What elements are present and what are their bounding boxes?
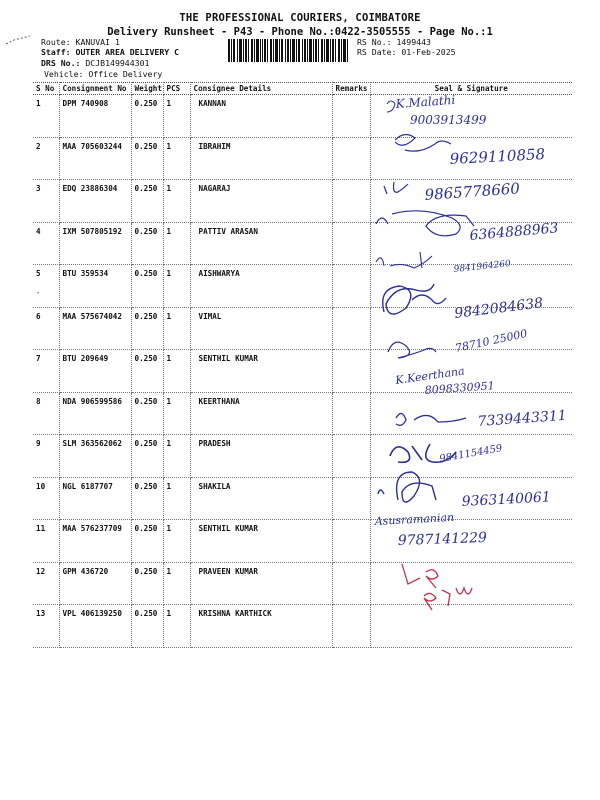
margin-dash: - — [36, 289, 41, 297]
cell-consignment: VPL 406139250 — [59, 605, 131, 648]
col-header-consignment: Consignment No — [59, 83, 131, 95]
cell-consignee: PRAVEEN KUMAR — [190, 562, 332, 605]
route-label: Route: — [41, 37, 71, 47]
table-row — [33, 95, 572, 138]
staff-value: OUTER AREA DELIVERY C — [75, 47, 180, 57]
cell-signature — [370, 222, 572, 265]
cell-consignee: NAGARAJ — [190, 180, 332, 223]
table-row — [33, 435, 572, 478]
cell-weight: 0.250 — [131, 265, 163, 308]
cell-pcs: 1 — [163, 562, 190, 605]
cell-remarks — [332, 265, 370, 308]
cell-weight: 0.250 — [131, 222, 163, 265]
cell-consignment: BTU 359534 — [59, 265, 131, 308]
table-row — [33, 392, 572, 435]
cell-signature — [370, 350, 572, 393]
cell-weight: 0.250 — [131, 520, 163, 563]
cell-remarks — [332, 392, 370, 435]
cell-sno: 10 — [33, 477, 59, 520]
cell-signature — [370, 92, 572, 138]
table-row — [33, 562, 572, 605]
rs-no-line — [357, 37, 431, 47]
cell-weight: 0.250 — [131, 180, 163, 223]
handwriting-r1-phone: 9003913499 — [410, 113, 487, 127]
barcode-image — [228, 39, 348, 62]
handwriting-r12-name: Asusramanian — [374, 510, 455, 528]
cell-sno: 3 — [33, 180, 59, 223]
vehicle-value: Office Delivery — [88, 69, 163, 79]
cell-sno: 7 — [33, 350, 59, 393]
cell-sno: 6 — [33, 307, 59, 350]
cell-remarks — [332, 605, 370, 648]
cell-consignee: IBRAHIM — [190, 137, 332, 180]
cell-pcs: 1 — [163, 435, 190, 478]
cell-signature — [370, 180, 572, 223]
table-row — [33, 137, 572, 180]
cell-weight: 0.250 — [131, 477, 163, 520]
runsheet-subtitle: Delivery Runsheet - P43 - Phone No.:0422-3505555 - Page No.:1 — [107, 26, 493, 38]
cell-pcs: 1 — [163, 392, 190, 435]
cell-sno: 9 — [33, 435, 59, 478]
cell-consignee: SHAKILA — [190, 477, 332, 520]
handwriting-r6-phone: 9842084638 — [453, 295, 544, 322]
col-header-remarks: Remarks — [332, 83, 370, 95]
cell-sno: 12 — [33, 562, 59, 605]
cell-pcs: 1 — [163, 265, 190, 308]
company-title: THE PROFESSIONAL COURIERS, COIMBATORE — [179, 12, 421, 24]
cell-consignee: VIMAL — [190, 307, 332, 350]
handwriting-r7-phone: 78710 25000 — [453, 326, 529, 355]
cell-remarks — [332, 520, 370, 563]
cell-remarks — [332, 477, 370, 520]
rs-no-value: 1499443 — [396, 37, 431, 47]
cell-weight: 0.250 — [131, 137, 163, 180]
route-line — [41, 37, 120, 47]
cell-consignee: PRADESH — [190, 435, 332, 478]
cell-sno: 4 — [33, 222, 59, 265]
handwriting-r4-phone: 6364888963 — [468, 220, 560, 244]
rs-no-label: RS No.: — [357, 37, 392, 47]
cell-pcs: 1 — [163, 222, 190, 265]
cell-consignment: NDA 906599586 — [59, 392, 131, 435]
cell-consignee: AISHWARYA — [190, 265, 332, 308]
cell-sno: 13 — [33, 605, 59, 648]
cell-signature — [370, 307, 572, 350]
drs-line — [41, 58, 149, 68]
cell-remarks — [332, 137, 370, 180]
handwriting-r10-phone: 9841154459 — [438, 443, 504, 465]
cell-sno: 8 — [33, 392, 59, 435]
cell-consignment: MAA 576237709 — [59, 520, 131, 563]
staff-label: Staff: — [41, 47, 71, 57]
cell-consignment: NGL 6187707 — [59, 477, 131, 520]
cell-signature — [370, 605, 572, 648]
table-header-row — [33, 83, 572, 95]
cell-remarks — [332, 95, 370, 138]
handwriting-r8-name: K.Keerthana — [394, 364, 466, 387]
cell-weight: 0.250 — [131, 307, 163, 350]
cell-weight: 0.250 — [131, 562, 163, 605]
route-value: KANUVAI 1 — [75, 37, 120, 47]
col-header-sno: S No — [33, 83, 59, 95]
cell-consignee: KANNAN — [190, 95, 332, 138]
table-row — [33, 180, 572, 223]
cell-remarks — [332, 307, 370, 350]
handwriting-r3-phone: 9865778660 — [424, 179, 521, 204]
scan-mark-icon — [4, 30, 38, 50]
cell-weight: 0.250 — [131, 350, 163, 393]
cell-pcs: 1 — [163, 95, 190, 138]
handwriting-r9-phone: 7339443311 — [477, 407, 568, 430]
cell-consignee: KEERTHANA — [190, 392, 332, 435]
cell-weight: 0.250 — [131, 95, 163, 138]
cell-pcs: 1 — [163, 180, 190, 223]
cell-remarks — [332, 562, 370, 605]
cell-consignment: BTU 209649 — [59, 350, 131, 393]
handwriting-r5-phone: 9841964260 — [453, 259, 512, 275]
staff-line — [41, 47, 179, 57]
cell-remarks — [332, 222, 370, 265]
rs-date-label: RS Date: — [357, 47, 397, 57]
table-row — [33, 222, 572, 265]
cell-signature — [370, 137, 572, 180]
cell-consignment: MAA 575674042 — [59, 307, 131, 350]
rs-date-line — [357, 47, 456, 57]
cell-remarks — [332, 350, 370, 393]
cell-consignee: SENTHIL KUMAR — [190, 350, 332, 393]
drs-value: DCJB149944301 — [85, 58, 150, 68]
cell-pcs: 1 — [163, 520, 190, 563]
cell-consignee: SENTHIL KUMAR — [190, 520, 332, 563]
cell-sno: 5 — [33, 265, 59, 308]
cell-remarks — [332, 435, 370, 478]
cell-remarks — [332, 180, 370, 223]
cell-signature — [370, 392, 572, 435]
cell-signature — [370, 435, 572, 478]
cell-consignment: DPM 740908 — [59, 95, 131, 138]
cell-weight: 0.250 — [131, 392, 163, 435]
cell-consignment: MAA 705603244 — [59, 137, 131, 180]
table-row — [33, 265, 572, 308]
cell-consignment: EDQ 23886304 — [59, 180, 131, 223]
col-header-weight: Weight — [131, 83, 163, 95]
col-header-pcs: PCS — [163, 83, 190, 95]
handwriting-r8-phone: 8098330951 — [424, 379, 496, 397]
cell-sno: 1 — [33, 95, 59, 138]
cell-consignment: IXM 507805192 — [59, 222, 131, 265]
vehicle-line — [44, 69, 162, 79]
vehicle-label: Vehicle: — [44, 69, 84, 79]
cell-signature — [370, 520, 572, 563]
drs-label: DRS No.: — [41, 58, 81, 68]
table-row — [33, 605, 572, 648]
col-header-consignee: Consignee Details — [190, 83, 332, 95]
cell-pcs: 1 — [163, 350, 190, 393]
rs-date-value: 01-Feb-2025 — [401, 47, 456, 57]
cell-weight: 0.250 — [131, 435, 163, 478]
cell-pcs: 1 — [163, 307, 190, 350]
cell-consignee: KRISHNA KARTHICK — [190, 605, 332, 648]
cell-signature — [370, 477, 572, 520]
handwriting-r11-phone: 9363140061 — [461, 489, 552, 510]
handwriting-r12-phone: 9787141229 — [397, 529, 488, 549]
cell-consignment: SLM 363562062 — [59, 435, 131, 478]
table-row — [33, 520, 572, 563]
table-row — [33, 307, 572, 350]
cell-pcs: 1 — [163, 137, 190, 180]
cell-sno: 11 — [33, 520, 59, 563]
handwriting-r1-name: K.Malathi — [395, 92, 456, 111]
table-row — [33, 477, 572, 520]
cell-consignee: PATTIV ARASAN — [190, 222, 332, 265]
cell-sno: 2 — [33, 137, 59, 180]
cell-consignment: GPM 436720 — [59, 562, 131, 605]
cell-pcs: 1 — [163, 477, 190, 520]
handwriting-r2-phone: 9629110858 — [449, 145, 546, 168]
cell-weight: 0.250 — [131, 605, 163, 648]
runsheet-table — [33, 82, 572, 648]
col-header-signature: Seal & Signature — [370, 83, 572, 95]
cell-signature — [370, 265, 572, 308]
table-row — [33, 350, 572, 393]
cell-pcs: 1 — [163, 605, 190, 648]
cell-signature — [370, 562, 572, 605]
